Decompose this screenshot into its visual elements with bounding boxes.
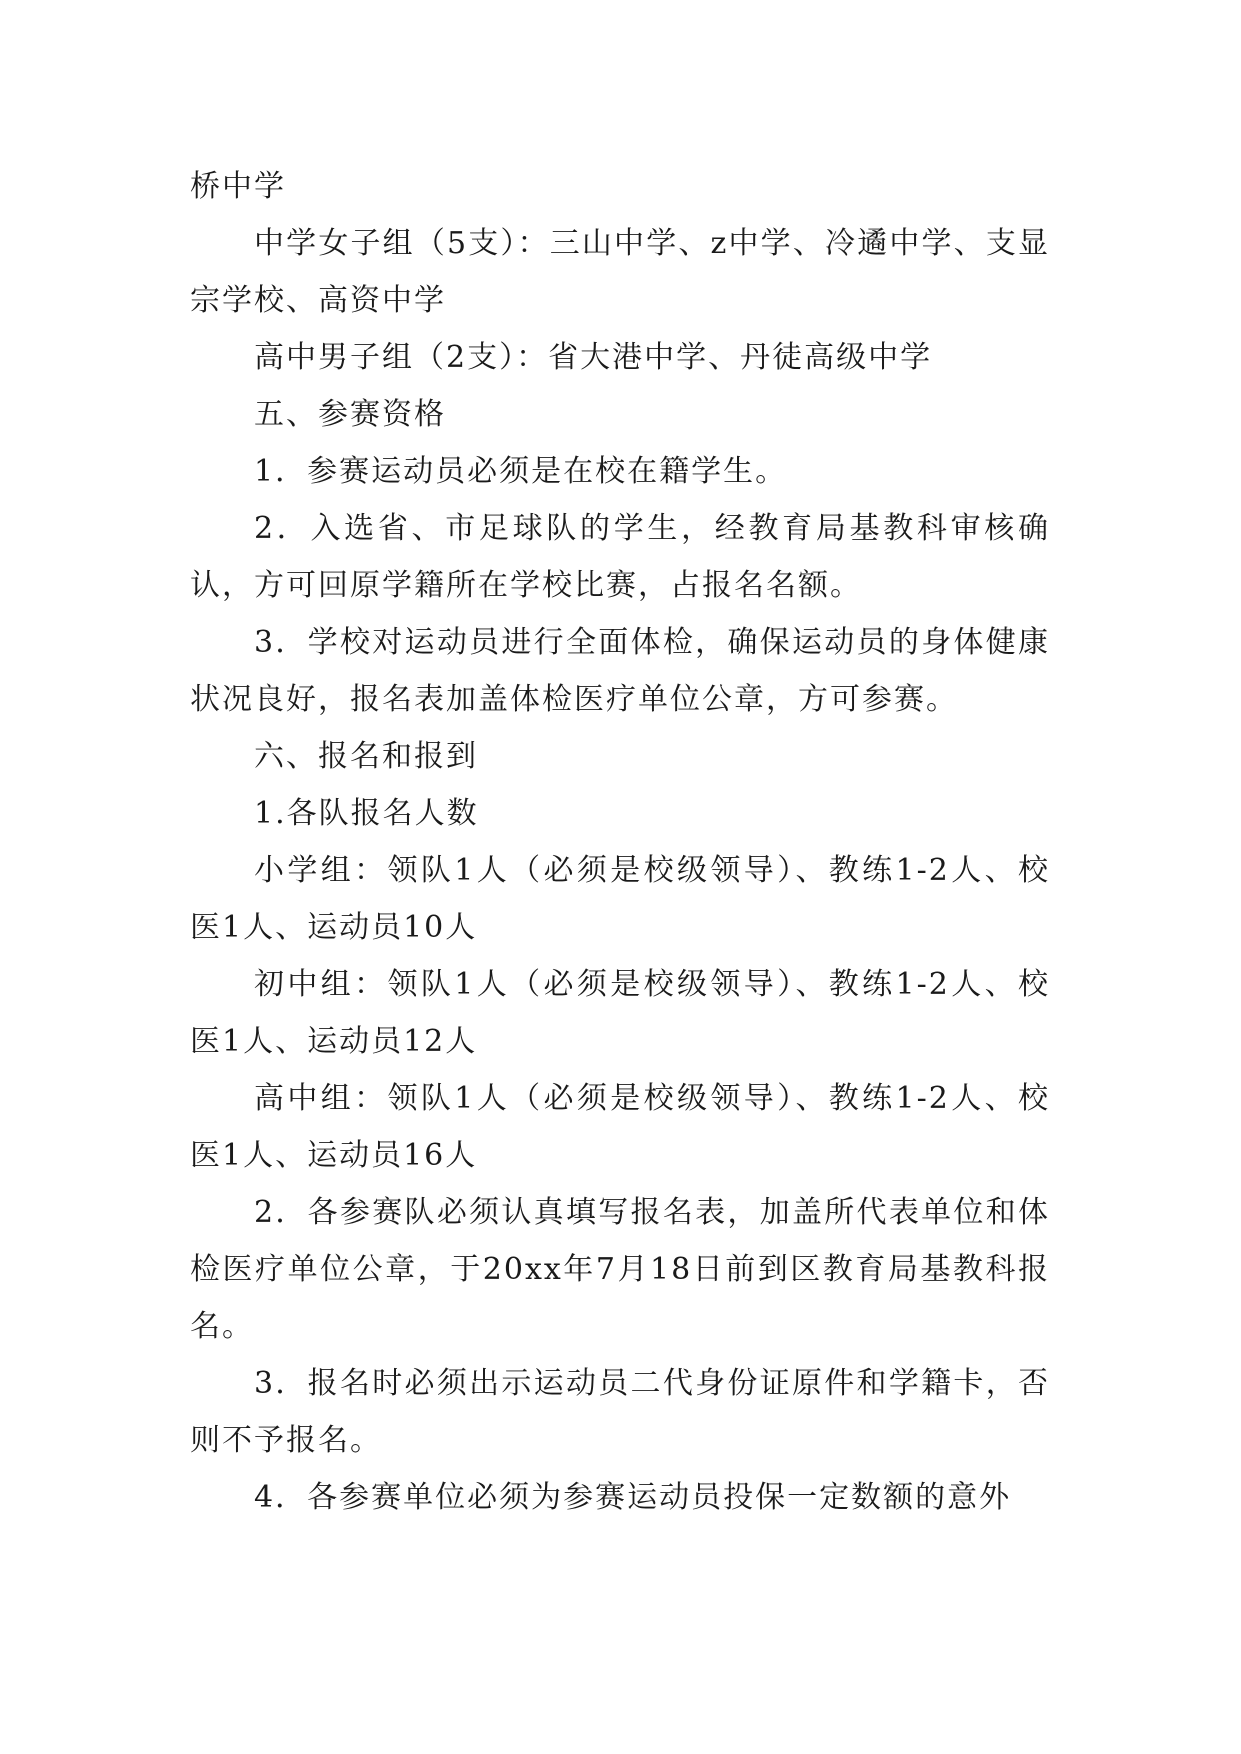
paragraph-eligibility-1: 1．参赛运动员必须是在校在籍学生。	[254, 454, 788, 489]
paragraph-primary-group: 小学组：领队1人（必须是校级领导）、教练1-2人、校医1人、运动员10人	[190, 853, 1050, 945]
paragraph-registration-4: 4．各参赛单位必须为参赛运动员投保一定数额的意外	[254, 1480, 1012, 1515]
paragraph-boys-high-group: 高中男子组（2支）：省大港中学、丹徒高级中学	[254, 340, 933, 375]
paragraph-continuation: 桥中学	[190, 169, 286, 204]
paragraph-junior-group: 初中组：领队1人（必须是校级领导）、教练1-2人、校医1人、运动员12人	[190, 967, 1050, 1059]
paragraph-senior-group: 高中组：领队1人（必须是校级领导）、教练1-2人、校医1人、运动员16人	[190, 1081, 1050, 1173]
paragraph-eligibility-2: 2．入选省、市足球队的学生，经教育局基教科审核确认，方可回原学籍所在学校比赛，占报名名额。	[190, 511, 1050, 603]
section-heading-registration: 六、报名和报到	[254, 739, 478, 774]
paragraph-eligibility-3: 3．学校对运动员进行全面体检，确保运动员的身体健康状况良好，报名表加盖体检医疗单位公章，方可参赛。	[190, 625, 1050, 717]
paragraph-registration-2: 2．各参赛队必须认真填写报名表，加盖所代表单位和体检医疗单位公章，于20xx年7月18日前到区教育局基教科报名。	[190, 1195, 1050, 1344]
document-body	[190, 158, 1050, 1526]
paragraph-registration-3: 3．报名时必须出示运动员二代身份证原件和学籍卡，否则不予报名。	[190, 1366, 1050, 1458]
section-heading-eligibility: 五、参赛资格	[254, 397, 446, 432]
paragraph-registration-count: 1.各队报名人数	[254, 796, 479, 831]
paragraph-girls-middle-group: 中学女子组（5支）：三山中学、z中学、冷遹中学、支显宗学校、高资中学	[190, 226, 1050, 318]
